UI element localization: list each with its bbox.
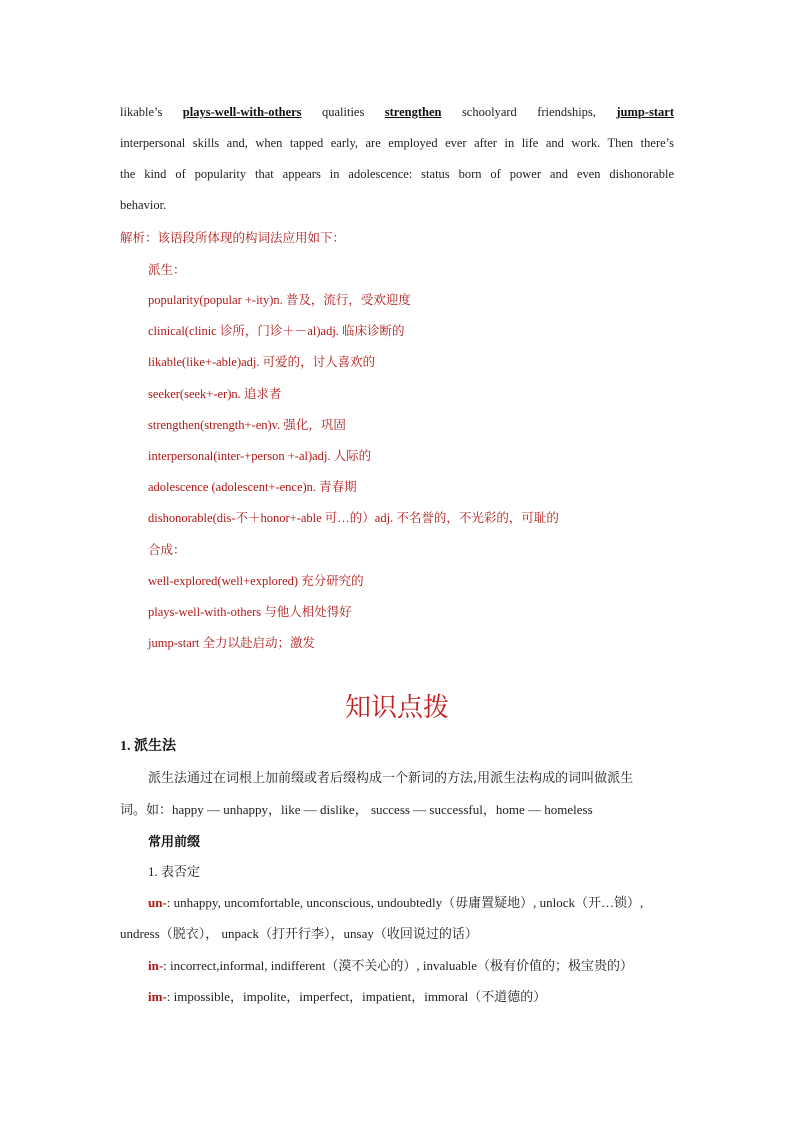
prefix-label: un-	[148, 895, 167, 910]
intro-line-1: 派生法通过在词根上加前缀或者后缀构成一个新词的方法,用派生法构成的词叫做派生	[148, 771, 634, 786]
derivation-item: strengthen(strength+-en)v. 强化，巩固	[148, 418, 346, 432]
bold-term-strengthen: strengthen	[384, 105, 442, 119]
derivation-label: 派生：	[148, 262, 186, 277]
prefix-un-line	[148, 895, 643, 911]
subheading-common-prefix: 常用前缀	[148, 834, 201, 849]
passage-line-1	[120, 97, 674, 128]
derivation-item: adolescence (adolescent+-ence)n. 青春期	[148, 480, 357, 494]
prefix-label: in-	[148, 958, 164, 973]
prefix-in-line	[148, 958, 633, 974]
passage-word: schoolyard	[461, 105, 517, 119]
prefix-un-line-2: undress（脱衣）， unpack（打开行李），unsay（收回说过的话）	[120, 926, 478, 941]
section-title: 知识点拨	[344, 693, 449, 723]
passage-word: friendships,	[537, 105, 596, 119]
compound-item: jump-start 全力以赴启动；激发	[148, 636, 316, 650]
passage-line-3: the kind of popularity that appears in adolescence: status born of power and even dishonorable	[120, 167, 674, 181]
passage-word: qualities	[321, 105, 365, 119]
passage-word: likable’s	[120, 105, 163, 119]
analysis-label: 解析：该语段所体现的构词法应用如下：	[120, 230, 346, 245]
bold-term-jump-start: jump-start	[616, 105, 674, 119]
passage-line-2: interpersonal skills and, when tapped early, are employed ever after in life and work. Then there’s	[120, 136, 674, 150]
derivation-item: interpersonal(inter-+person +-al)adj. 人际的	[148, 449, 372, 463]
passage-line-4: behavior.	[120, 198, 167, 212]
prefix-im-line	[148, 989, 546, 1005]
derivation-item: popularity(popular +-ity)n. 普及，流行，受欢迎度	[148, 293, 411, 307]
derivation-item: seeker(seek+-er)n. 追求者	[148, 387, 282, 401]
compound-label: 合成：	[148, 542, 186, 557]
prefix-examples: : impossible，impolite，imperfect，impatient，immoral（不道德的）	[166, 989, 547, 1004]
derivation-item: clinical(clinic 诊所，门诊＋－al)adj. 临床诊断的	[148, 324, 405, 338]
prefix-examples: : incorrect,informal, indifferent（漠不关心的）, invaluable（极有价值的；极宝贵的）	[163, 958, 634, 973]
derivation-item: dishonorable(dis-不＋honor+-able 可…的）adj. 不名誉的，不光彩的，可耻的	[148, 511, 559, 525]
bold-term-plays-well: plays-well-with-others	[182, 105, 302, 119]
prefix-examples: : unhappy, uncomfortable, unconscious, undoubtedly（毋庸置疑地）, unlock（开…锁）,	[166, 895, 644, 910]
prefix-label: im-	[148, 989, 167, 1004]
compound-item: plays-well-with-others 与他人相处得好	[148, 605, 352, 619]
derivation-item: likable(like+-able)adj. 可爱的，讨人喜欢的	[148, 355, 376, 369]
section-heading: 1. 派生法	[120, 739, 176, 754]
subheading-negation: 1. 表否定	[148, 864, 201, 879]
intro-line-2: 词。如：happy — unhappy，like — dislike， success — successful，home — homeless	[120, 802, 593, 817]
compound-item: well-explored(well+explored) 充分研究的	[148, 574, 364, 588]
